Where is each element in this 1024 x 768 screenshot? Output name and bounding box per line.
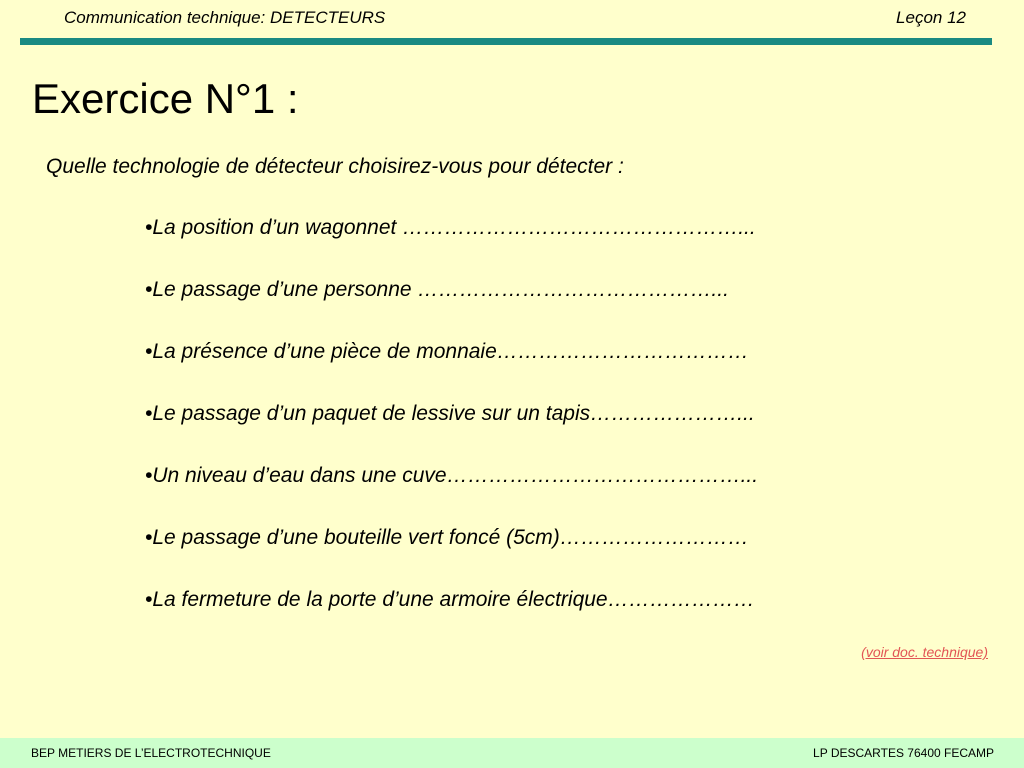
list-item: •La présence d’une pièce de monnaie……………………………… xyxy=(145,340,749,363)
list-item: •Le passage d’une personne ……………………………………... xyxy=(145,278,729,301)
footer-bar xyxy=(0,738,1024,768)
list-item: •Le passage d’une bouteille vert foncé (5cm)……………………… xyxy=(145,526,749,549)
footer-school-name: LP DESCARTES 76400 FECAMP xyxy=(813,746,994,760)
header-course-title: Communication technique: DETECTEURS xyxy=(64,8,386,27)
page-title: Exercice N°1 : xyxy=(32,75,299,122)
list-item: •Un niveau d’eau dans une cuve……………………………………... xyxy=(145,464,759,487)
footer-course-name: BEP METIERS DE L’ELECTROTECHNIQUE xyxy=(31,746,271,760)
header-lesson-number: Leçon 12 xyxy=(896,8,966,27)
detection-items-list xyxy=(145,214,758,648)
list-item: •La fermeture de la porte d’une armoire électrique………………… xyxy=(145,588,755,611)
list-item: •La position d’un wagonnet …………………………………………... xyxy=(145,216,756,239)
exercise-question: Quelle technologie de détecteur choisirez-vous pour détecter : xyxy=(46,155,624,178)
technical-doc-link[interactable]: (voir doc. technique) xyxy=(861,644,988,660)
header-divider xyxy=(20,38,992,45)
list-item: •Le passage d’un paquet de lessive sur un tapis…………………... xyxy=(145,402,755,425)
